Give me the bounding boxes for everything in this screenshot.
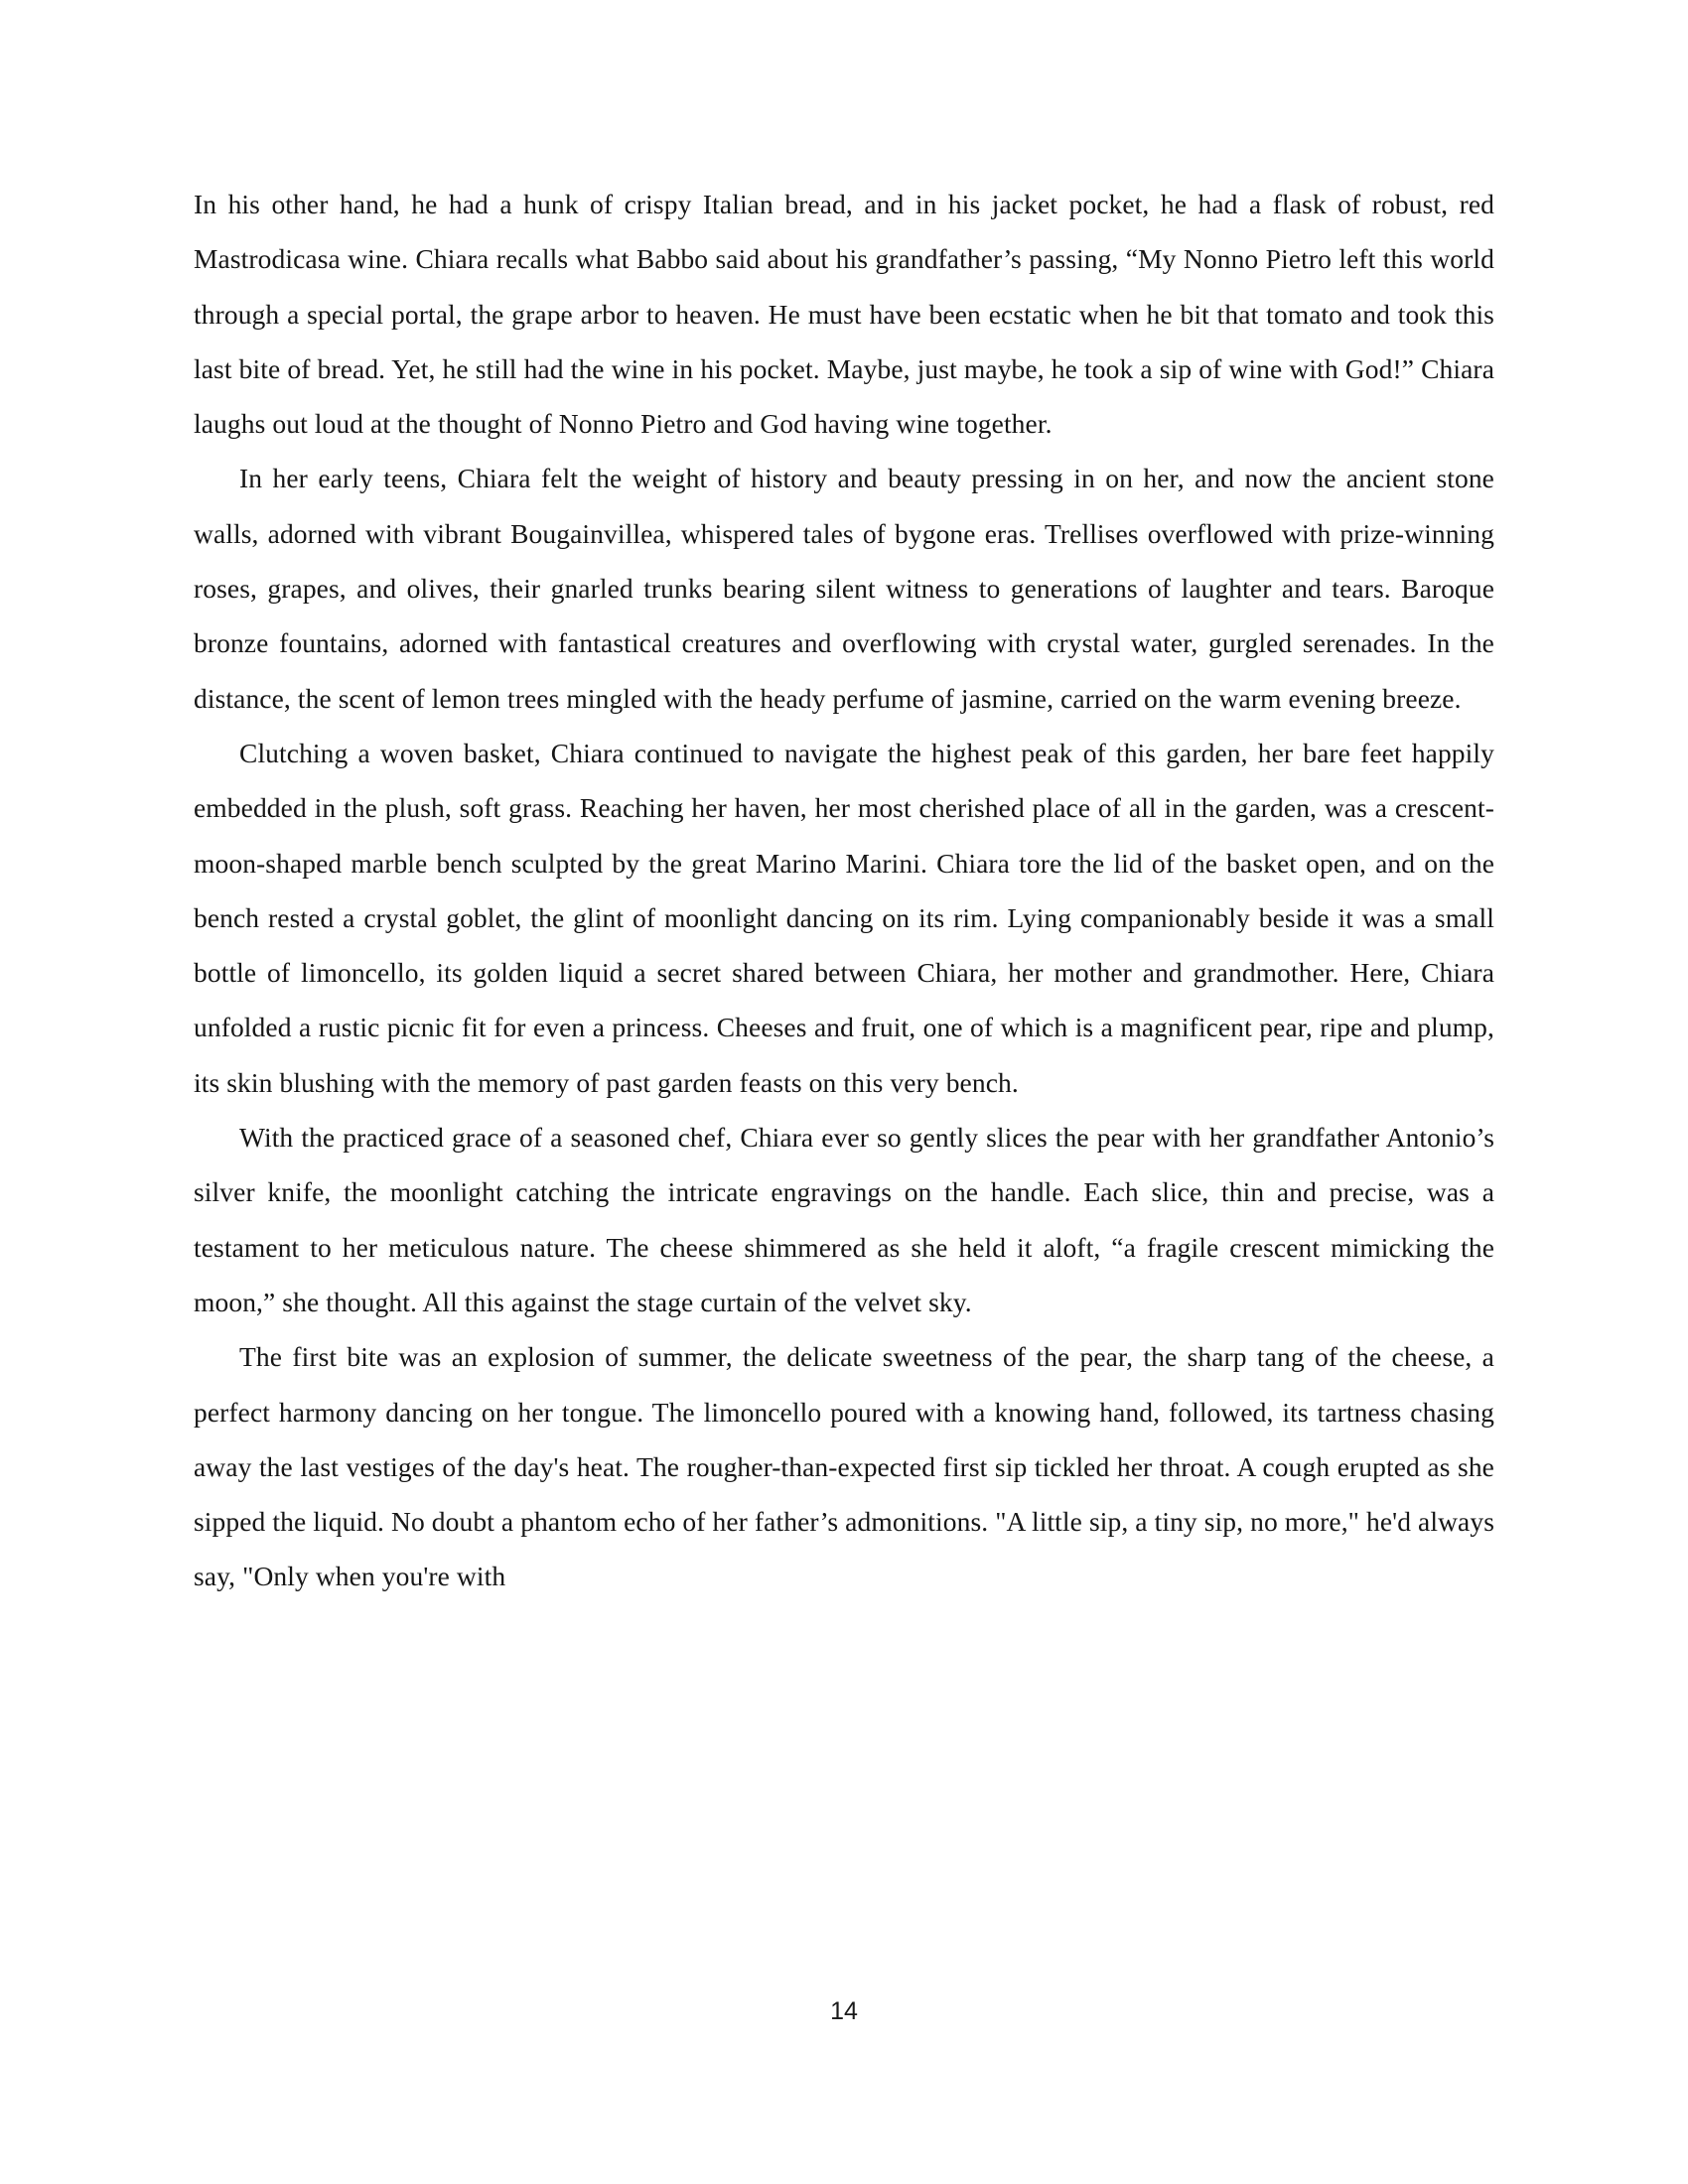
page-number: 14 — [830, 1997, 858, 2025]
body-paragraph-2: In her early teens, Chiara felt the weight of history and beauty pressing in on her, and now the ancient stone walls, adorned with vibrant Bougainvillea, whispered tales of bygone eras. Trellises overflowed with prize-winning roses, grapes, and olives, their gnarled trunks bearing silent witness to generations of laughter and tears. Baroque bronze fountains, adorned with fantastical creatures and overflowing with crystal water, gurgled serenades. In the distance, the scent of lemon trees mingled with the heady perfume of jasmine, carried on the warm evening breeze. — [194, 463, 1494, 714]
body-paragraph-3: Clutching a woven basket, Chiara continued to navigate the highest peak of this garden, her bare feet happily embedded in the plush, soft grass. Reaching her haven, her most cherished place of all in the garden, was a crescent-moon-shaped marble bench sculpted by the great Marino Marini. Chiara tore the lid of the basket open, and on the bench rested a crystal goblet, the glint of moonlight dancing on its rim. Lying companionably beside it was a small bottle of limoncello, its golden liquid a secret shared between Chiara, her mother and grandmother. Here, Chiara unfolded a rustic picnic fit for even a princess. Cheeses and fruit, one of which is a magnificent pear, ripe and plump, its skin blushing with the memory of past garden feasts on this very bench. — [194, 737, 1494, 1098]
body-paragraph-1: In his other hand, he had a hunk of crispy Italian bread, and in his jacket pocket, he had a flask of robust, red Mastrodicasa wine. Chiara recalls what Babbo said about his grandfather’s passing, “My Nonno Pietro left this world through a special portal, the grape arbor to heaven. He must have been ecstatic when he bit that tomato and took this last bite of bread. Yet, he still had the wine in his pocket. Maybe, just maybe, he took a sip of wine with God!” Chiara laughs out loud at the thought of Nonno Pietro and God having wine together. — [194, 189, 1494, 440]
body-paragraph-5: The first bite was an explosion of summer, the delicate sweetness of the pear, the sharp tang of the cheese, a perfect harmony dancing on her tongue. The limoncello poured with a knowing hand, followed, its tartness chasing away the last vestiges of the day's heat. The rougher-than-expected first sip tickled her throat. A cough erupted as she sipped the liquid. No doubt a phantom echo of her father’s admonitions. "A little sip, a tiny sip, no more," he'd always say, "Only when you're with — [194, 1341, 1494, 1592]
page-body-text — [194, 177, 1494, 1604]
body-paragraph-4: With the practiced grace of a seasoned chef, Chiara ever so gently slices the pear with her grandfather Antonio’s silver knife, the moonlight catching the intricate engravings on the handle. Each slice, thin and precise, was a testament to her meticulous nature. The cheese shimmered as she held it aloft, “a fragile crescent mimicking the moon,” she thought. All this against the stage curtain of the velvet sky. — [194, 1122, 1494, 1317]
